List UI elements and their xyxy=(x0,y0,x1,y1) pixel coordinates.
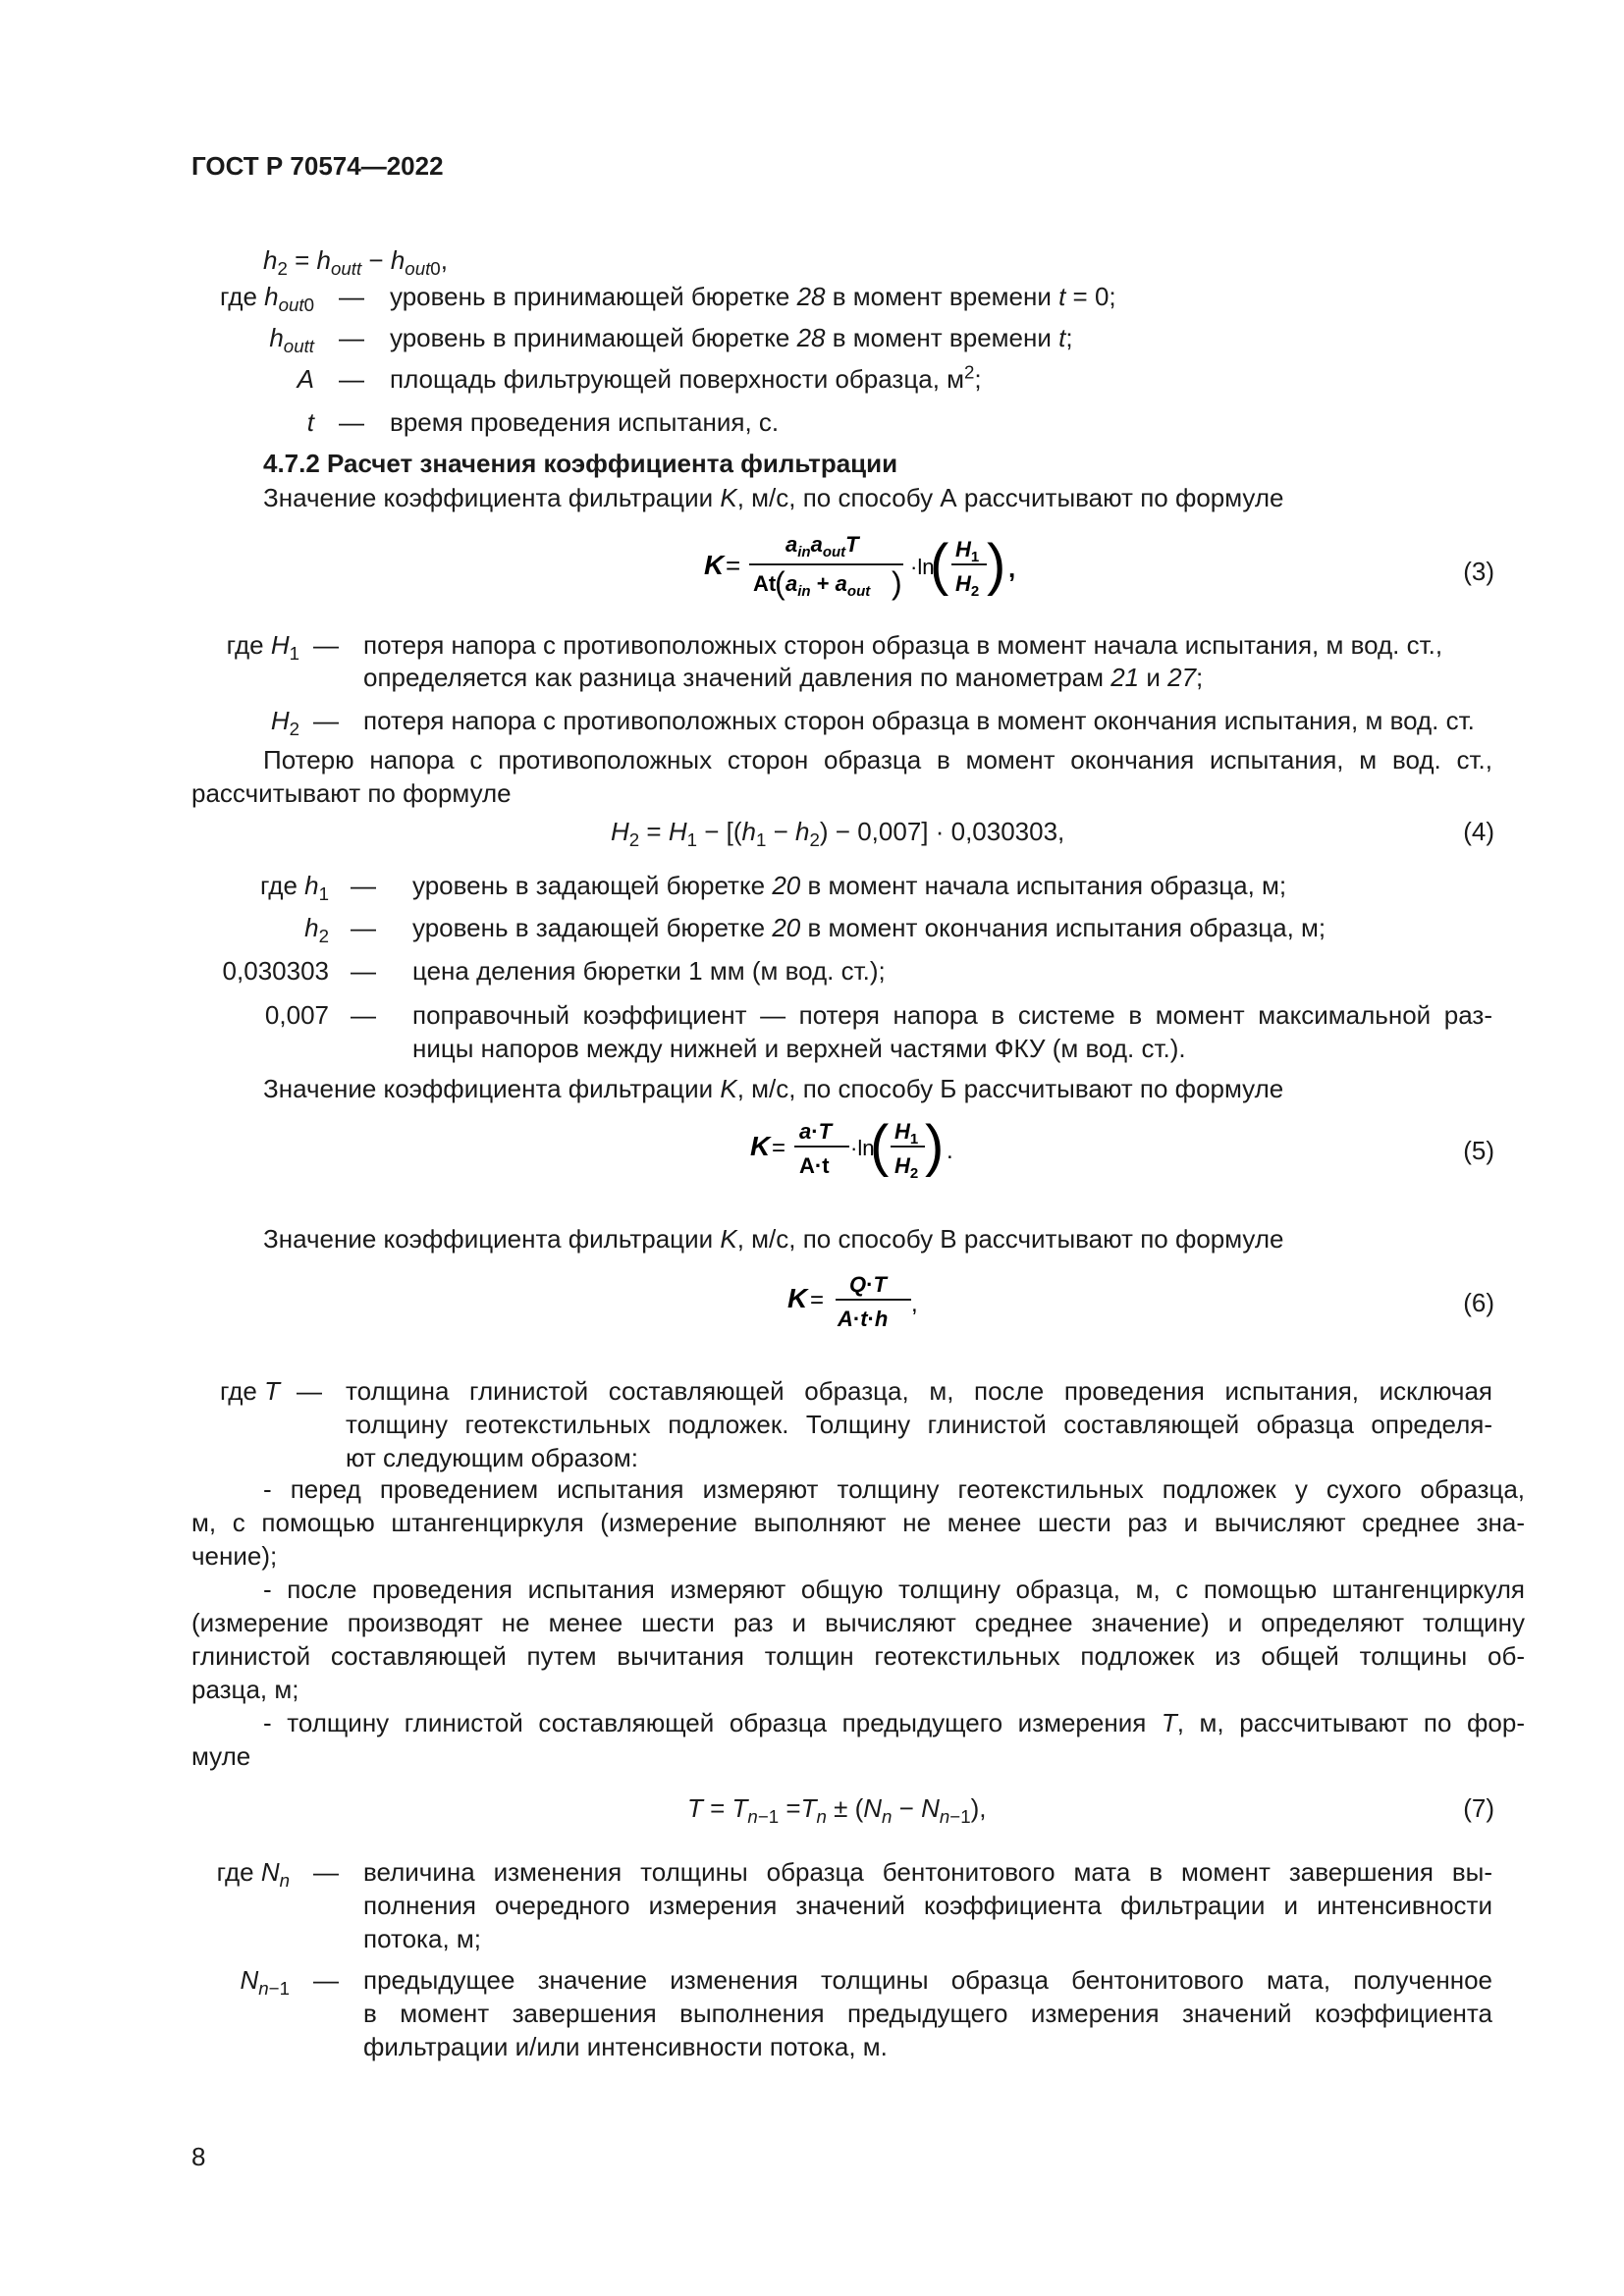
equation-5 xyxy=(748,1104,964,1188)
def-text-Nn-line3: потока, м; xyxy=(363,1924,481,1953)
svg-text:ainaoutT: $a_{in}a_{out}T$ xyxy=(785,532,859,561)
equation-6 xyxy=(785,1256,933,1340)
def-dash: — xyxy=(339,323,364,352)
def-dash: — xyxy=(297,1376,322,1406)
def-dash: — xyxy=(339,364,364,394)
document-header: ГОСТ Р 70574—2022 xyxy=(191,151,444,181)
bullet-3-line2: муле xyxy=(191,1741,251,1771)
def-dash: — xyxy=(313,706,339,735)
svg-text:Q·T: Q·T xyxy=(849,1272,887,1297)
intro-method-b: Значение коэффициента фильтрации K, м/с, по способу Б рассчитывают по формуле xyxy=(263,1074,1284,1103)
def-text-0007-line1: поправочный коэффициент — потеря напора в системе в момент максимальной раз- xyxy=(412,1000,1492,1030)
def-label-H2: $H_2$ xyxy=(270,706,299,740)
def-label-T: где T xyxy=(219,1376,280,1406)
def-dash: — xyxy=(313,630,339,660)
equation-3 xyxy=(702,522,1026,606)
equation-6-number: (6) xyxy=(1463,1288,1494,1317)
def-text-Nn-1-line3: фильтрации и/или интенсивности потока, м. xyxy=(363,2032,888,2061)
def-text-h1: уровень в задающей бюретке 20 в момент начала испытания образца, м; xyxy=(412,871,1287,900)
bullet-1-line1: - перед проведением испытания измеряют толщину геотекстильных подложек у сухого образца, xyxy=(263,1474,1525,1504)
svg-text:.: . xyxy=(947,1138,953,1164)
svg-text:H2: $H_2$ xyxy=(894,1153,919,1182)
bullet-2-line2: (измерение производят не менее шести раз и вычисляют среднее значение) и определяют толщину xyxy=(191,1608,1525,1637)
def-text-T-line2: толщину геотекстильных подложек. Толщину глинистой составляющей образца определя- xyxy=(346,1410,1492,1439)
equation-4: $H_2 = H_1 - [(h_1 - h_2) - 0,007] \cdot 0,030303$, xyxy=(611,817,1065,851)
def-text-T-line3: ют следующим образом: xyxy=(346,1443,638,1472)
svg-text:H2: $H_2$ xyxy=(955,571,980,600)
def-text-Nn-1-line2: в момент завершения выполнения предыдущего измерения значений коэффициента xyxy=(363,1999,1492,2028)
svg-text:H1: $H_1$ xyxy=(894,1119,919,1148)
svg-text:=: = xyxy=(726,551,741,580)
svg-text:(: ( xyxy=(870,1114,890,1178)
svg-text:a·T: a·T xyxy=(799,1119,833,1144)
intro-method-a: Значение коэффициента фильтрации K, м/с, по способу А рассчитывают по формуле xyxy=(263,483,1284,512)
page-number: 8 xyxy=(191,2142,206,2171)
svg-text:·ln: ·ln xyxy=(910,555,935,579)
def-label-hout0: где $h_{out0}$ xyxy=(219,282,314,316)
svg-text:A·t·h: A·t·h xyxy=(838,1307,889,1331)
def-text-H1-line2: определяется как разница значений давления по манометрам 21 и 27; xyxy=(363,663,1204,692)
paragraph-h2-line2: рассчитывают по формуле xyxy=(191,778,512,808)
def-text-houtt: уровень в принимающей бюретке 28 в момент времени t; xyxy=(390,323,1073,352)
equation-3-number: (3) xyxy=(1463,557,1494,586)
def-text-Nn-line1: величина изменения толщины образца бентонитового мата в момент завершения вы- xyxy=(363,1857,1492,1887)
svg-text:A·t: A·t xyxy=(799,1153,830,1178)
def-text-hout0: уровень в принимающей бюретке 28 в момент времени t = 0; xyxy=(390,282,1116,311)
def-label-h2: $h_2$ xyxy=(304,913,329,947)
svg-text:): ) xyxy=(925,1114,945,1178)
bullet-1-line3: чение); xyxy=(191,1541,278,1571)
bullet-1-line2: м, с помощью штангенциркуля (измерение выполняют не менее шести раз и вычисляют среднее зна- xyxy=(191,1508,1525,1537)
svg-text:,: , xyxy=(911,1291,918,1317)
def-label-houtt: $h_{outt}$ xyxy=(269,323,314,357)
def-text-Nn-line2: полнения очередного измерения значений коэффициента фильтрации и интенсивности xyxy=(363,1891,1492,1920)
def-text-H1-line1: потеря напора с противоположных сторон образца в момент начала испытания, м вод. ст., xyxy=(363,630,1443,660)
equation-7: $T = T_{n-1} =T_n \pm (N_n - N_{n-1})$, xyxy=(687,1793,987,1828)
bullet-2-line1: - после проведения испытания измеряют общую толщину образца, м, с помощью штангенциркуля xyxy=(263,1575,1525,1604)
svg-text:,: , xyxy=(1008,554,1016,583)
svg-text:(: ( xyxy=(775,565,785,601)
svg-text:K: K xyxy=(704,550,725,580)
equation-h2-line: $h_2 = h_{outt} - h_{out0}$, xyxy=(263,245,448,280)
svg-text:K: K xyxy=(787,1283,808,1313)
def-text-Nn-1-line1: предыдущее значение изменения толщины образца бентонитового мата, полученное xyxy=(363,1965,1492,1995)
svg-text:ain + aout: $a_{in} + a_{out}$ xyxy=(785,571,871,600)
def-label-h1: где $h_1$ xyxy=(259,871,329,905)
equation-7-number: (7) xyxy=(1463,1793,1494,1823)
svg-text:·ln: ·ln xyxy=(850,1136,875,1160)
bullet-2-line3: глинистой составляющей путем вычитания толщин геотекстильных подложек из общей толщины об- xyxy=(191,1641,1525,1671)
section-title: 4.7.2 Расчет значения коэффициента фильтрации xyxy=(263,449,898,478)
def-text-0007-line2: ницы напоров между нижней и верхней частями ФКУ (м вод. ст.). xyxy=(412,1034,1186,1063)
def-dash: — xyxy=(339,407,364,437)
def-label-t: t xyxy=(306,407,314,437)
bullet-2-line4: разца, м; xyxy=(191,1675,299,1704)
def-label-Nn-1: $N_{n-1}$ xyxy=(240,1965,290,2000)
svg-text:(: ( xyxy=(930,533,949,597)
def-text-h2: уровень в задающей бюретке 20 в момент окончания испытания образца, м; xyxy=(412,913,1326,942)
svg-text:): ) xyxy=(892,565,902,601)
def-label-H1: где $H_1$ xyxy=(226,630,299,665)
equation-4-number: (4) xyxy=(1463,817,1494,846)
def-text-H2: потеря напора с противоположных сторон образца в момент окончания испытания, м вод. ст. xyxy=(363,706,1475,735)
def-text-T-line1: толщина глинистой составляющей образца, м, после проведения испытания, исключая xyxy=(346,1376,1492,1406)
def-text-A: площадь фильтрующей поверхности образца, $м^2$; xyxy=(390,361,982,394)
def-dash: — xyxy=(313,1965,339,1995)
def-text-t: время проведения испытания, с. xyxy=(390,407,780,437)
svg-text:=: = xyxy=(810,1287,825,1313)
def-dash: — xyxy=(351,1000,376,1030)
svg-text:): ) xyxy=(987,533,1006,597)
def-label-A: A xyxy=(297,364,314,394)
intro-method-c: Значение коэффициента фильтрации K, м/с, по способу В рассчитывают по формуле xyxy=(263,1224,1284,1254)
def-label-0030303: 0,030303 xyxy=(222,956,329,986)
def-dash: — xyxy=(313,1857,339,1887)
svg-text:H1: $H_1$ xyxy=(955,537,980,565)
svg-text:K: K xyxy=(750,1131,771,1161)
def-text-0030303: цена деления бюретки 1 мм (м вод. ст.); xyxy=(412,956,886,986)
def-label-Nn: где $N_n$ xyxy=(216,1857,290,1892)
def-dash: — xyxy=(351,871,376,900)
svg-text:At: At xyxy=(753,571,777,596)
def-dash: — xyxy=(339,282,364,311)
equation-5-number: (5) xyxy=(1463,1136,1494,1165)
def-dash: — xyxy=(351,956,376,986)
paragraph-h2-line1: Потерю напора с противоположных сторон образца в момент окончания испытания, м вод. ст., xyxy=(263,745,1492,774)
bullet-3-line1: - толщину глинистой составляющей образца предыдущего измерения T, м, рассчитывают по фор- xyxy=(263,1708,1525,1737)
def-label-0007: 0,007 xyxy=(264,1000,329,1030)
def-dash: — xyxy=(351,913,376,942)
svg-text:=: = xyxy=(772,1135,786,1161)
